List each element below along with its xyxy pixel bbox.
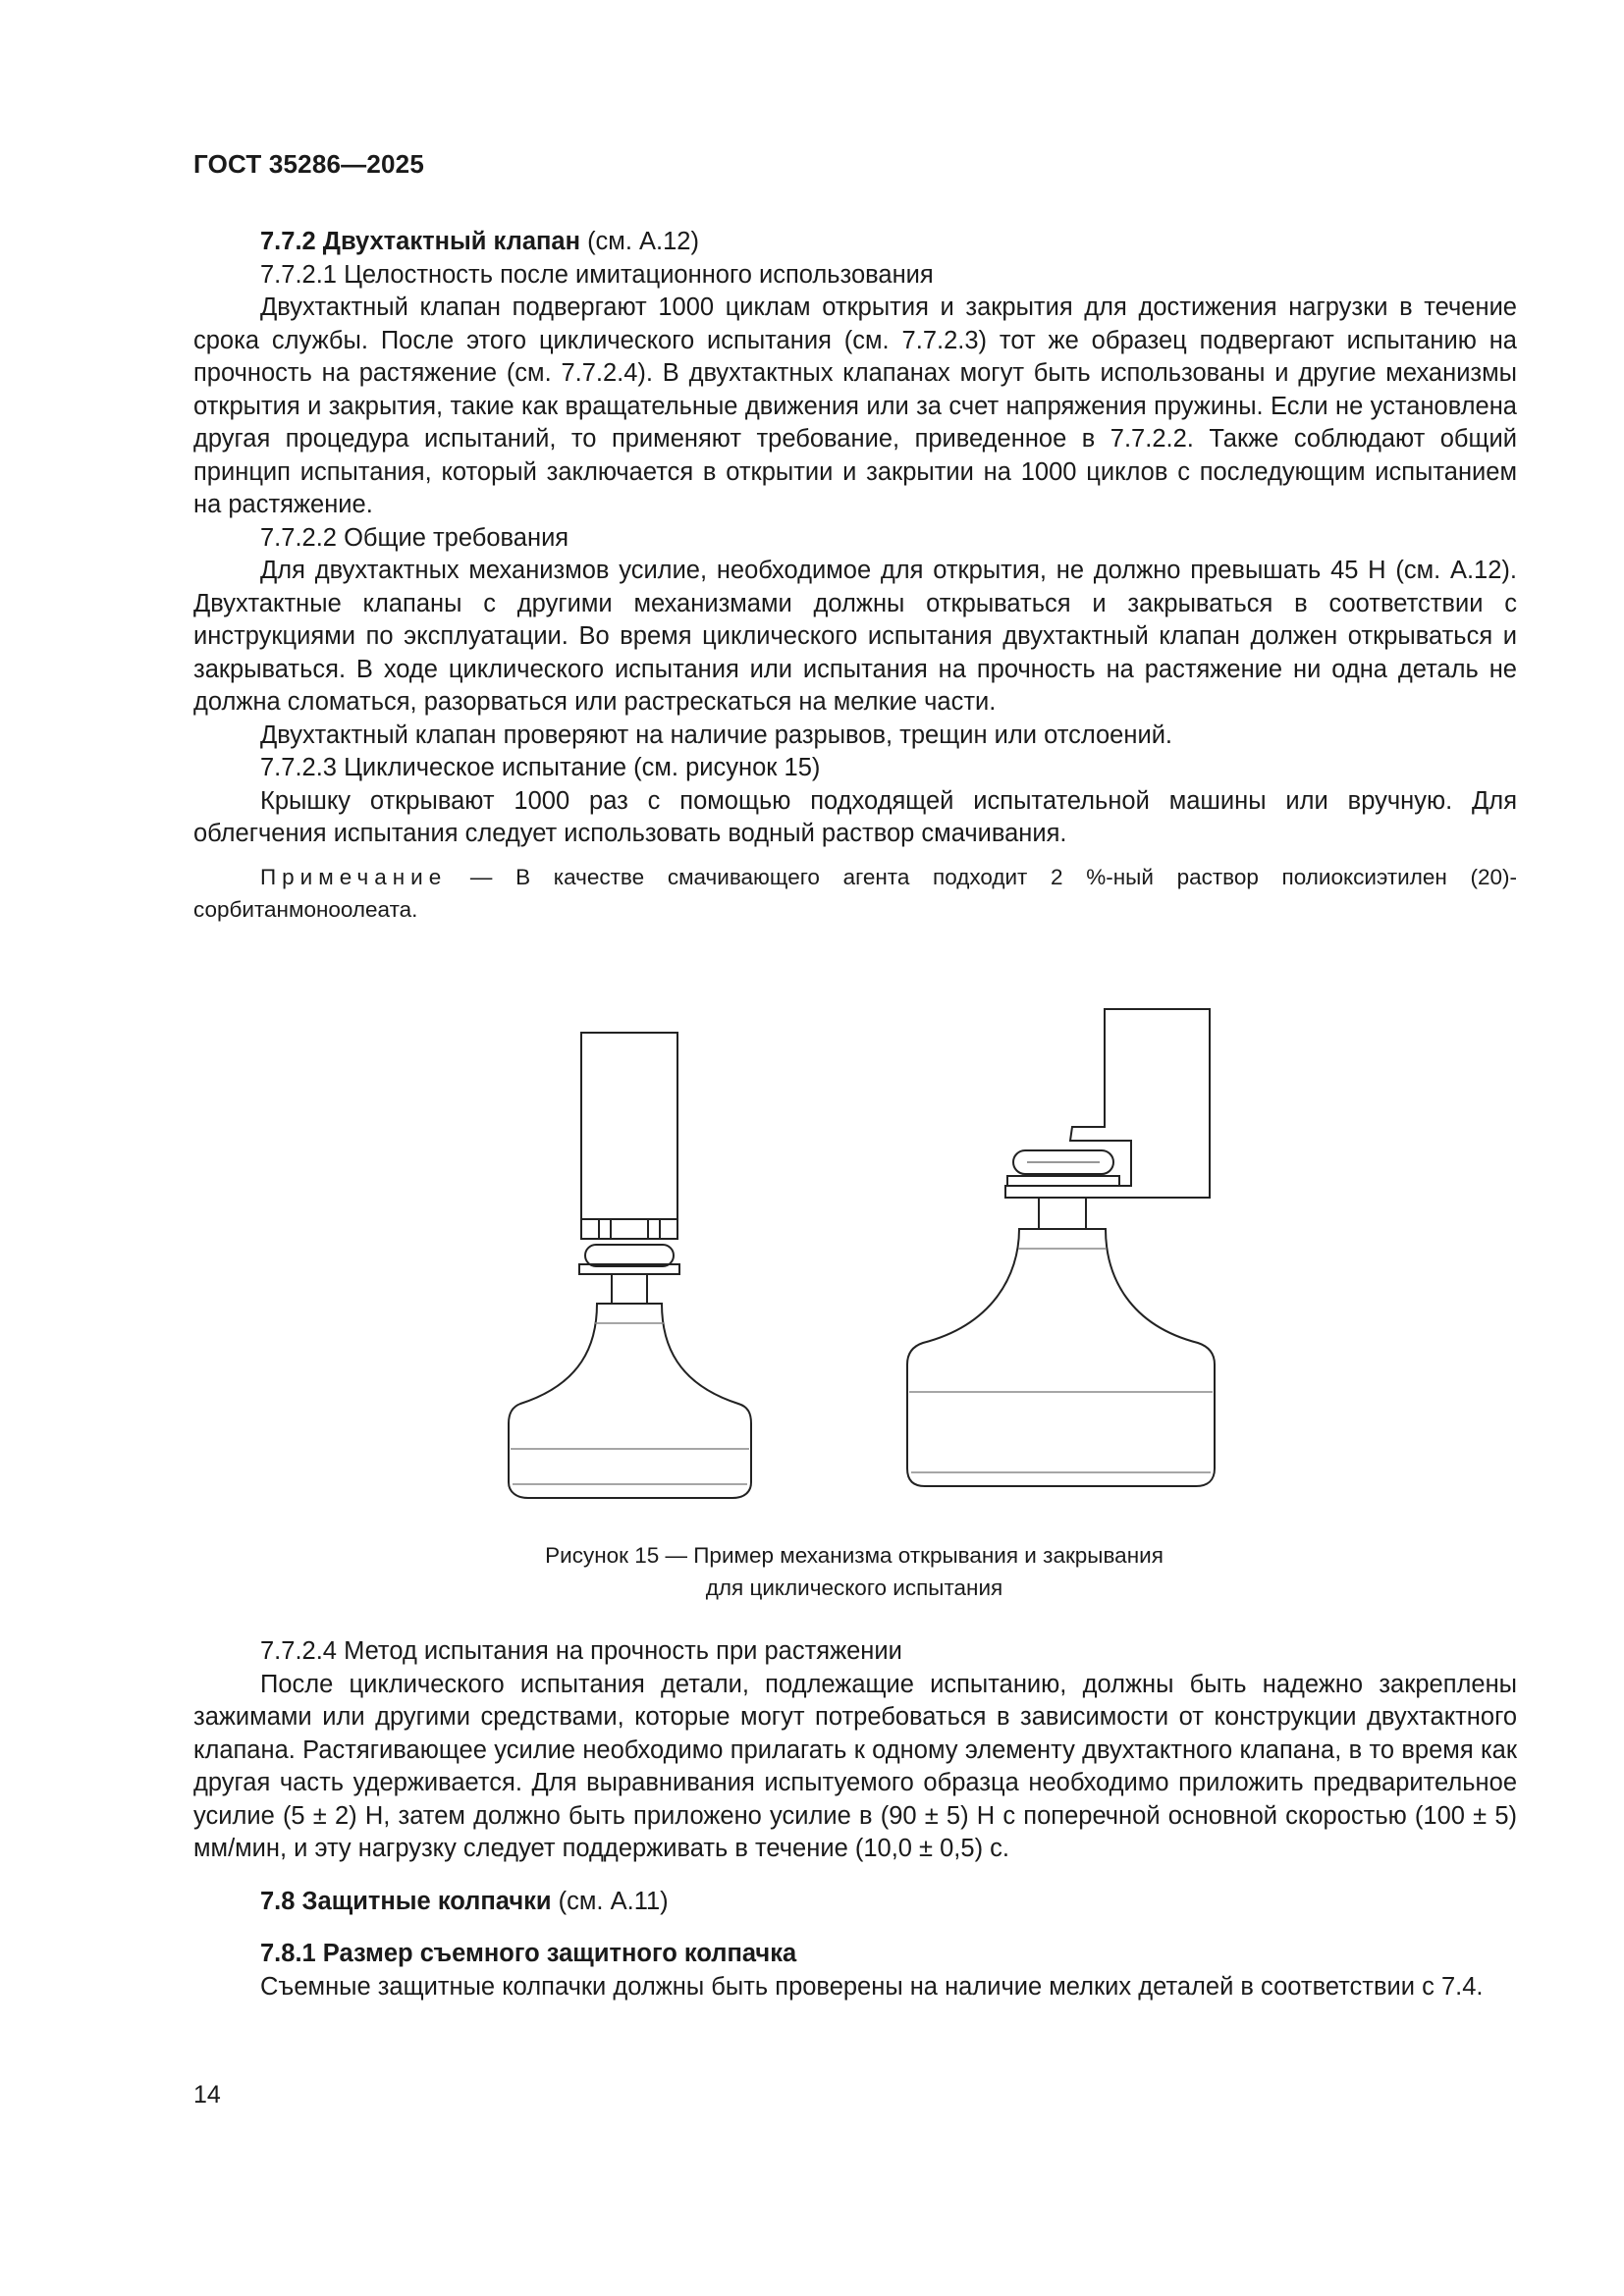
right-stem	[1039, 1198, 1086, 1229]
subheading-7-7-2-3: 7.7.2.3 Циклическое испытание (см. рисунок 15)	[260, 754, 821, 781]
paragraph-7-7-2-4: После циклического испытания детали, подлежащие испытанию, должны быть надежно закреплены зажимами или другими средствами, которые могут потребоваться в зависимости от конструкции двухтактного клапана. Растягивающее усилие необходимо прилагать к одному элементу двухтактного клапана, в то время как другая часть удерживается. Для выравнивания испытуемого образца необходимо приложить предварительное усилие (5 ± 2) Н, затем должно быть приложено усилие в (90 ± 5) Н с поперечной основной скоростью (100 ± 5) мм/мин, и эту нагрузку следует поддерживать в течение (10,0 ± 0,5) с.	[193, 1670, 1517, 1862]
subheading-7-7-2-4: 7.7.2.4 Метод испытания на прочность при растяжении	[260, 1637, 902, 1665]
figure-15-drawing	[452, 991, 1237, 1522]
paragraph-7-7-2-3: Крышку открывают 1000 раз с помощью подходящей испытательной машины или вручную. Для облегчения испытания следует использовать водный раствор смачивания.	[193, 786, 1517, 847]
left-bottle-body	[509, 1304, 751, 1498]
left-holder-notch-right	[648, 1219, 660, 1239]
note-label: Примечание	[260, 864, 448, 889]
paragraph-7-7-2-1: Двухтактный клапан подвергают 1000 циклам открытия и закрытия для достижения нагрузки в течение срока службы. После этого циклического испытания (см. 7.7.2.3) тот же образец подвергают испытанию на прочность на растяжение (см. 7.7.2.4). В двухтактных клапанах могут быть использованы и другие механизмы открытия и закрытия, такие как вращательные движения или за счет напряжения пружины. Если не установлена другая процедура испытаний, то применяют требование, приведенное в 7.7.2.2. Также соблюдают общий принцип испытания, который заключается в открытии и закрытии на 1000 циклов с последующим испытанием на растяжение.	[193, 294, 1517, 518]
paragraph-7-7-2-2-a: Для двухтактных механизмов усилие, необходимое для открытия, не должно превышать 45 Н (см. А.12). Двухтактные клапаны с другими механизмами должны открываться и закрываться в соответствии с инструкциями по эксплуатации. Во время циклического испытания двухтактный клапан должен открываться и закрываться. В ходе циклического испытания или испытания на прочность на растяжение ни одна деталь не должна сломаться, разорваться или растрескаться на мелкие части.	[193, 557, 1517, 716]
heading-7-7-2	[193, 226, 1517, 259]
note-text: — В качестве смачивающего агента подходит 2 %-ный раствор полиоксиэтилен (20)-сорбитанмоноолеата.	[193, 864, 1517, 922]
heading-7-8-ref: (см. А.11)	[551, 1887, 669, 1915]
section-7-7-2	[193, 226, 1517, 926]
figure-15-caption	[393, 1539, 1316, 1604]
heading-7-8-1-title: 7.8.1 Размер съемного защитного колпачка	[260, 1940, 797, 1967]
right-cap-base	[1007, 1176, 1119, 1186]
note	[193, 861, 1517, 926]
heading-7-8-title: 7.8 Защитные колпачки	[260, 1887, 552, 1915]
right-bottle-body	[907, 1229, 1215, 1486]
subheading-7-7-2-1: 7.7.2.1 Целостность после имитационного использования	[260, 260, 934, 289]
heading-7-7-2-ref: (см. А.12)	[579, 228, 699, 255]
right-holder	[1005, 1009, 1210, 1198]
heading-7-8-1	[193, 1938, 1517, 1971]
subheading-7-7-2-2: 7.7.2.2 Общие требования	[260, 523, 569, 552]
page-number: 14	[193, 2081, 221, 2109]
heading-7-7-2-title: 7.7.2 Двухтактный клапан	[260, 228, 580, 255]
section-7-7-2-4	[193, 1635, 1517, 2003]
heading-7-8	[193, 1886, 1517, 1919]
caption-line-1: Рисунок 15 — Пример механизма открывания и закрывания	[545, 1543, 1164, 1568]
left-holder	[581, 1033, 677, 1239]
left-holder-notch-left	[599, 1219, 611, 1239]
left-cap-head	[585, 1245, 674, 1266]
left-stem	[612, 1274, 647, 1304]
paragraph-7-8-1: Съемные защитные колпачки должны быть проверены на наличие мелких деталей в соответствии с 7.4.	[260, 1972, 1484, 2001]
caption-line-2: для циклического испытания	[705, 1575, 1003, 1600]
document-id: ГОСТ 35286—2025	[193, 149, 424, 179]
paragraph-7-7-2-2-b: Двухтактный клапан проверяют на наличие разрывов, трещин или отслоений.	[260, 721, 1173, 749]
